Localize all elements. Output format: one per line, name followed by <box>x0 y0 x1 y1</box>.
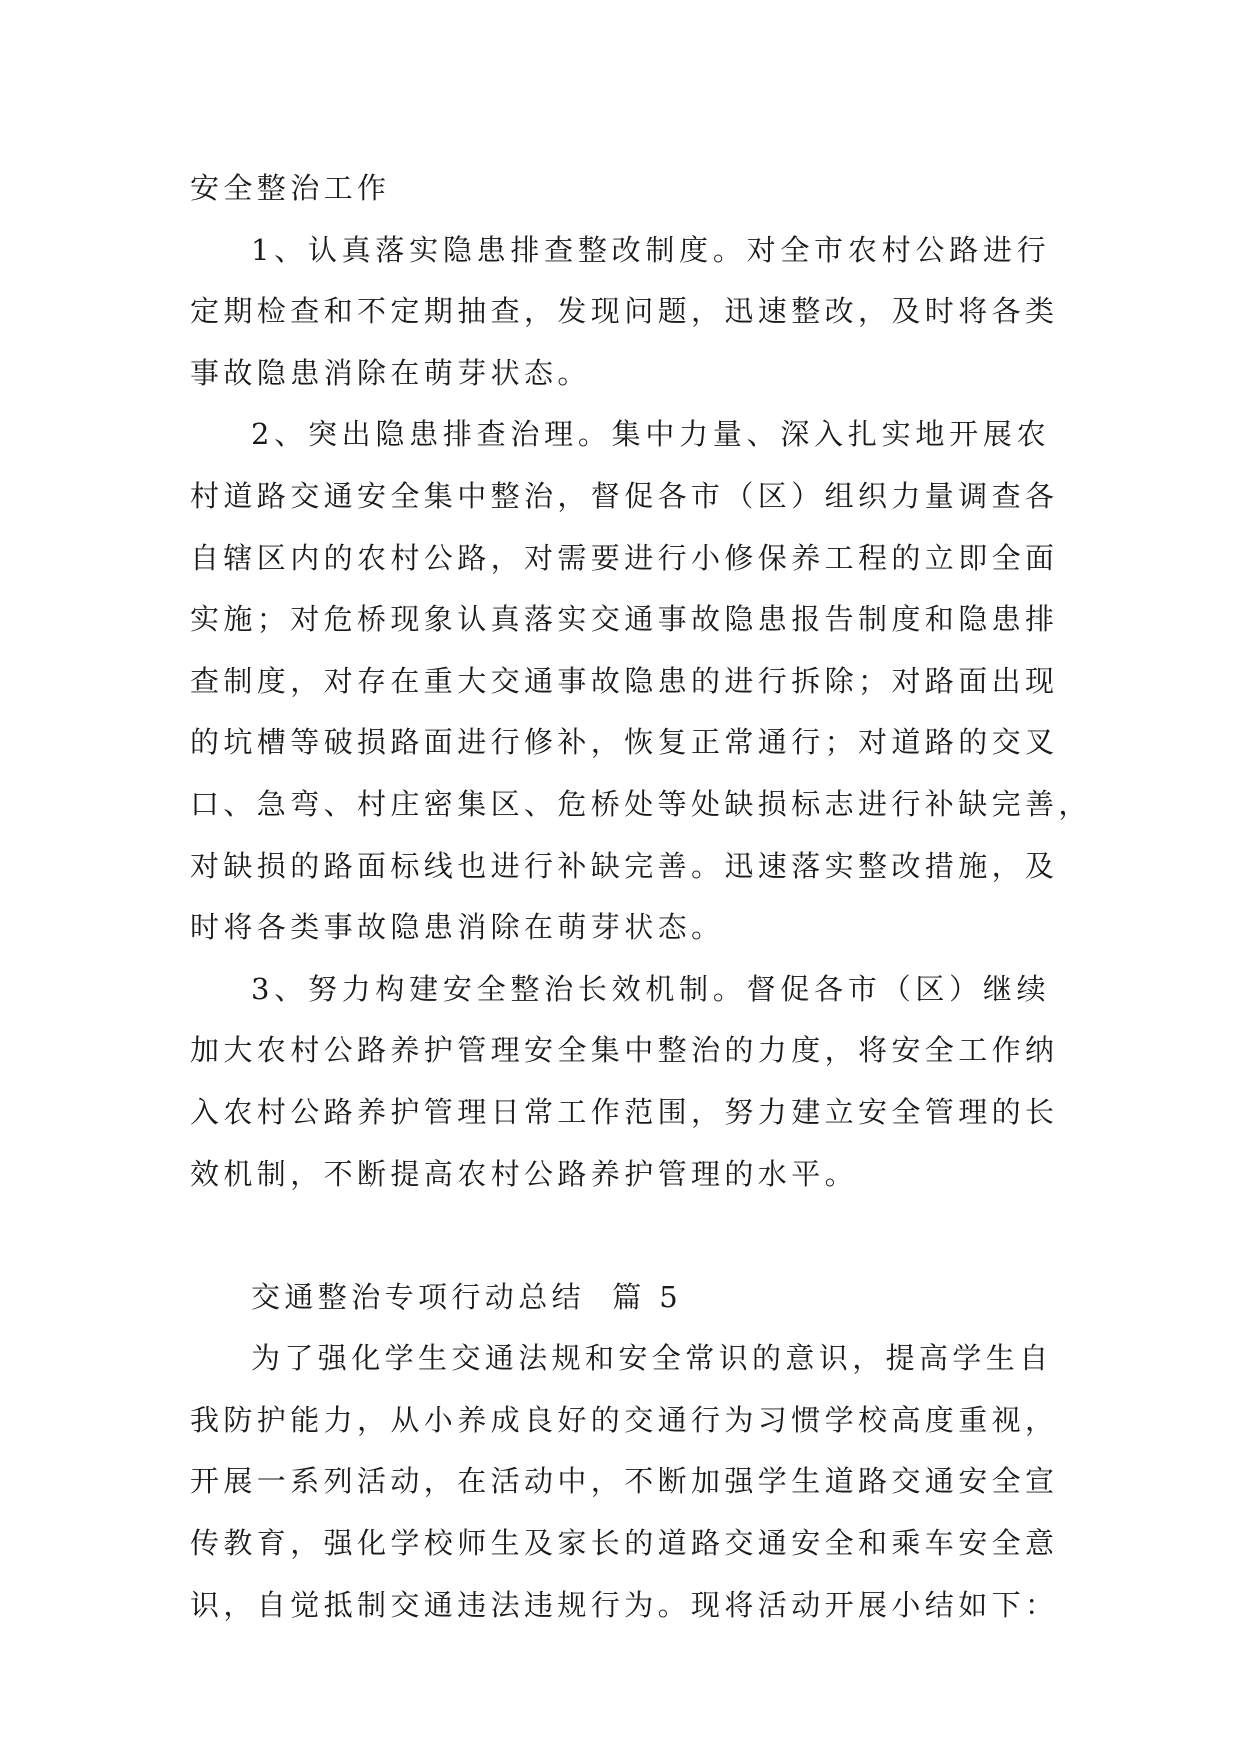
paragraph-line: 1、认真落实隐患排查整改制度。对全市农村公路进行 <box>251 232 1050 267</box>
paragraph-1 <box>190 220 1059 405</box>
paragraph-line: 对缺损的路面标线也进行补缺完善。迅速落实整改措施，及 <box>190 848 1059 883</box>
paragraph-2 <box>190 404 1092 958</box>
intro-paragraph <box>190 1328 1059 1636</box>
paragraph-3 <box>190 959 1059 1205</box>
paragraph-line: 效机制，不断提高农村公路养护管理的水平。 <box>190 1156 859 1191</box>
paragraph-line: 自辖区内的农村公路，对需要进行小修保养工程的立即全面 <box>190 540 1059 575</box>
paragraph-line: 的坑槽等破损路面进行修补，恢复正常通行；对道路的交叉 <box>190 725 1059 760</box>
paragraph-line: 2、突出隐患排查治理。集中力量、深入扎实地开展农 <box>251 417 1050 452</box>
paragraph-line: 识，自觉抵制交通违法违规行为。现将活动开展小结如下： <box>190 1587 1059 1622</box>
paragraph-line: 村道路交通安全集中整治，督促各市（区）组织力量调查各 <box>190 478 1059 513</box>
paragraph-line: 入农村公路养护管理日常工作范围，努力建立安全管理的长 <box>190 1094 1059 1129</box>
article-title: 交通整治专项行动总结 篇 5 <box>251 1279 683 1314</box>
paragraph-line: 查制度，对存在重大交通事故隐患的进行拆除；对路面出现 <box>190 663 1059 698</box>
paragraph-line: 口、急弯、村庄密集区、危桥处等处缺损标志进行补缺完善， <box>190 786 1092 821</box>
paragraph-line: 传教育，强化学校师生及家长的道路交通安全和乘车安全意 <box>190 1526 1059 1561</box>
paragraph-line: 事故隐患消除在萌芽状态。 <box>190 355 591 390</box>
paragraph-line: 为了强化学生交通法规和安全常识的意识，提高学生自 <box>251 1341 1053 1376</box>
paragraph-line: 3、努力构建安全整治长效机制。督促各市（区）继续 <box>251 971 1050 1006</box>
paragraph-line: 实施；对危桥现象认真落实交通事故隐患报告制度和隐患排 <box>190 602 1059 637</box>
paragraph-line: 时将各类事故隐患消除在萌芽状态。 <box>190 910 725 945</box>
section-heading: 安全整治工作 <box>190 171 391 205</box>
paragraph-line: 我防护能力，从小养成良好的交通行为习惯学校高度重视， <box>190 1402 1059 1437</box>
paragraph-line: 加大农村公路养护管理安全集中整治的力度，将安全工作纳 <box>190 1033 1059 1068</box>
paragraph-line: 开展一系列活动，在活动中，不断加强学生道路交通安全宣 <box>190 1464 1059 1499</box>
document-body <box>190 158 1092 1636</box>
paragraph-line: 定期检查和不定期抽查，发现问题，迅速整改，及时将各类 <box>190 294 1059 329</box>
blank-line <box>190 1205 1050 1267</box>
